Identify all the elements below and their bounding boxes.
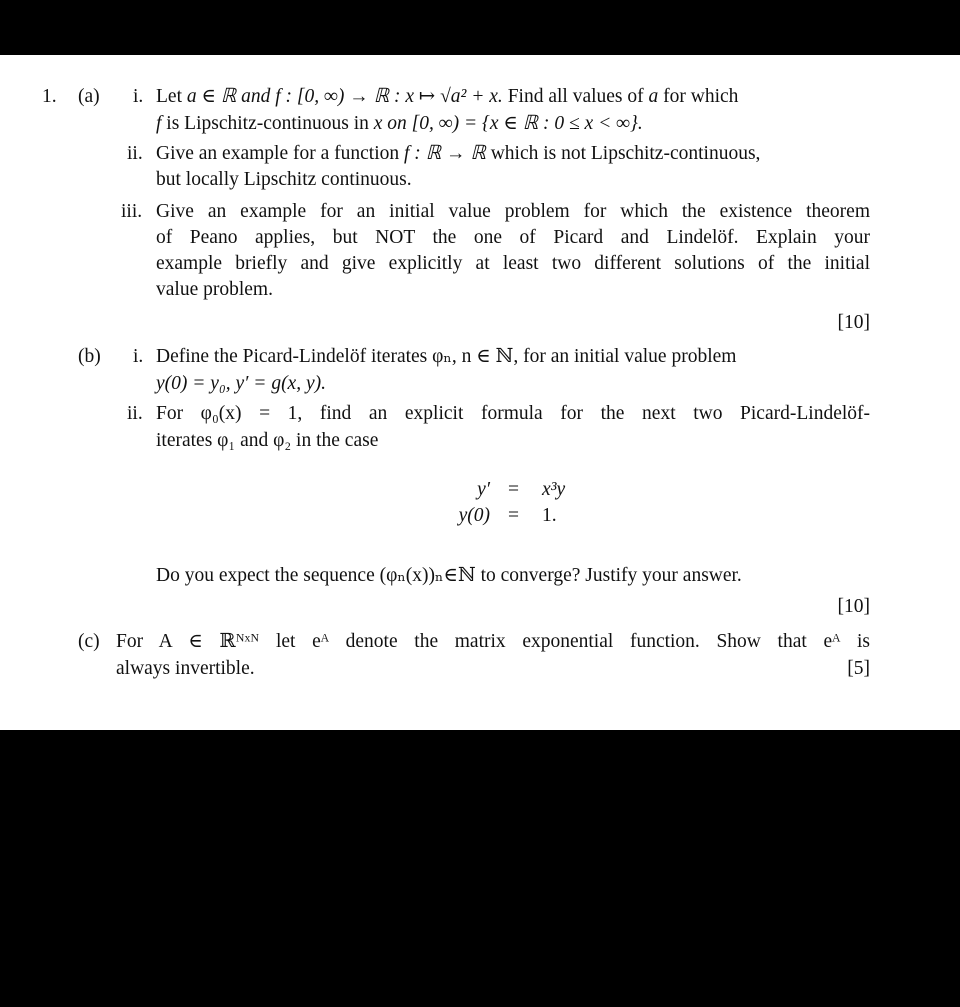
equation-rhs-2: 1.	[542, 505, 557, 526]
part-a-marks: [10]	[837, 312, 870, 333]
question-number: 1.	[42, 86, 57, 107]
part-a-ii-line1: Give an example for a function f : ℝ → ℝ which is not Lipschitz-continuous,	[156, 143, 761, 164]
part-a-ii-label: ii.	[127, 143, 143, 164]
part-b-label: (b)	[78, 346, 101, 367]
part-a-ii-line2: but locally Lipschitz continuous.	[156, 169, 412, 190]
part-c-label: (c)	[78, 631, 100, 652]
part-a-iii-line1: Give an example for an initial value problem for which the existence theorem	[156, 201, 870, 222]
equation-rhs-1: x³y	[542, 479, 566, 500]
part-c-line2: always invertible.	[116, 658, 255, 679]
part-c-marks: [5]	[847, 658, 870, 679]
part-a-iii-label: iii.	[121, 201, 143, 222]
part-b-i-line2: y(0) = y₀, y′ = g(x, y).	[156, 373, 326, 394]
part-b-question-line: Do you expect the sequence (φₙ(x))ₙ∈ℕ to converge? Justify your answer.	[156, 565, 742, 586]
equation-eq-2: =	[508, 505, 519, 526]
part-c-line1: For A ∈ ℝᴺˣᴺ let eᴬ denote the matrix exponential function. Show that eᴬ is	[116, 631, 870, 652]
part-a-i-math2: x on [0, ∞) = {x ∈ ℝ : 0 ≤ x < ∞}.	[373, 113, 643, 134]
part-b-ii-line2: iterates φ₁ and φ₂ in the case	[156, 430, 379, 451]
part-a-iii-line3: example briefly and give explicitly at least two different solutions of the initial	[156, 253, 870, 274]
part-a-i-label: i.	[133, 86, 144, 107]
part-b-ii-label: ii.	[127, 403, 143, 424]
part-a-i-line2: f is Lipschitz-continuous in x on [0, ∞) = {x ∈ ℝ : 0 ≤ x < ∞}.	[156, 113, 643, 134]
part-b-marks: [10]	[837, 596, 870, 617]
part-a-label: (a)	[78, 86, 100, 107]
part-a-iii-line4: value problem.	[156, 279, 273, 300]
part-b-i-line1: Define the Picard-Lindelöf iterates φₙ, n ∈ ℕ, for an initial value problem	[156, 346, 737, 367]
part-b-i-label: i.	[133, 346, 144, 367]
exam-page	[0, 55, 960, 730]
part-a-i-math1: a ∈ ℝ and f : [0, ∞) → ℝ : x ↦ √a² + x.	[186, 86, 503, 107]
equation-eq-1: =	[508, 479, 519, 500]
part-a-iii-line2: of Peano applies, but NOT the one of Picard and Lindelöf. Explain your	[156, 227, 870, 248]
equation-lhs-2: y(0)	[458, 505, 490, 526]
part-a-i-line1: Let a ∈ ℝ and f : [0, ∞) → ℝ : x ↦ √a² + x. Find all values of a for which	[156, 86, 739, 107]
equation-lhs-1: y′	[477, 479, 490, 500]
part-b-ii-line1: For φ₀(x) = 1, find an explicit formula for the next two Picard-Lindelöf-	[156, 403, 870, 424]
